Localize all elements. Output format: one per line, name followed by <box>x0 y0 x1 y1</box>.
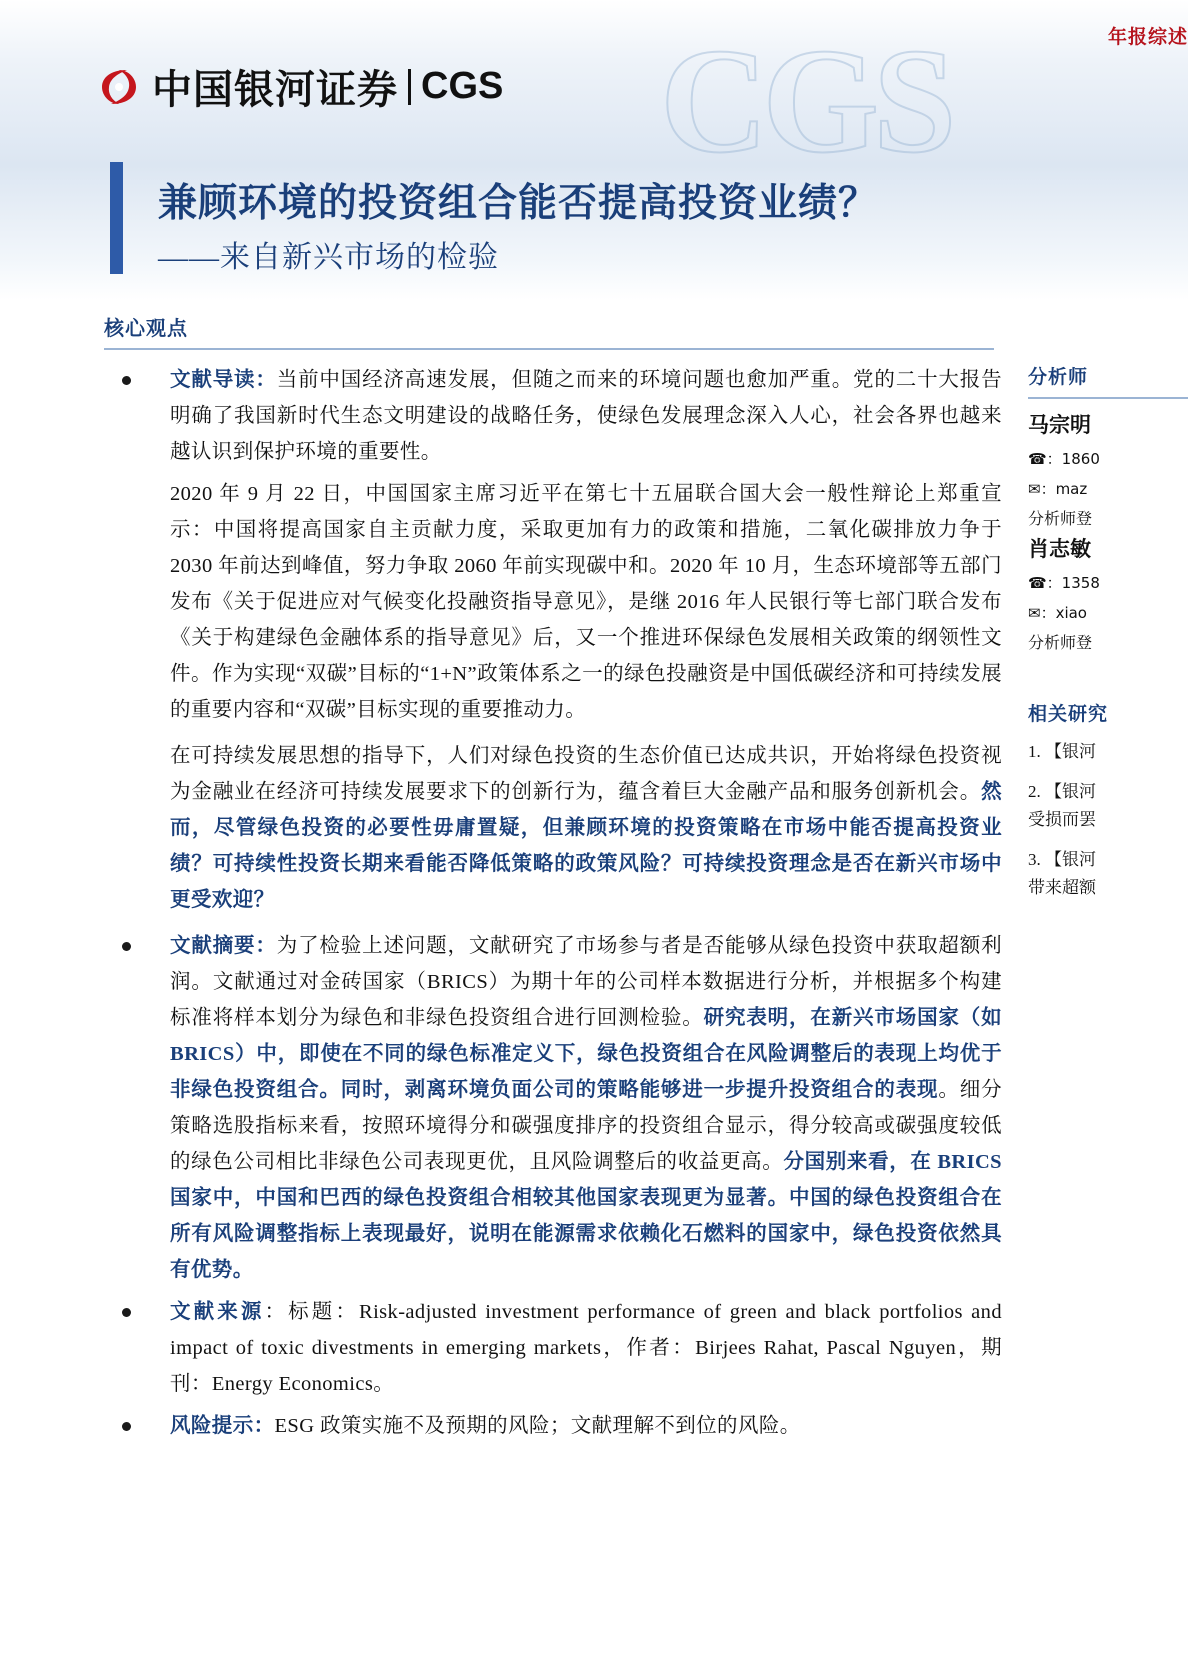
core-view-heading: 核心观点 <box>104 318 188 340</box>
core-view-divider <box>104 348 994 350</box>
sidebar-divider <box>1028 397 1188 399</box>
logo-text-english: CGS <box>421 65 504 107</box>
text-risk-warning: ESG 政策实施不及预期的风险；文献理解不到位的风险。 <box>274 1415 801 1437</box>
logo-text-chinese: 中国银河证券 <box>152 67 398 112</box>
text-source-authors: Birjees Rahat, Pascal Nguyen <box>695 1337 957 1359</box>
analyst-sidebar <box>1028 362 1188 902</box>
highlight-abstract-findings: 研究表明，在新兴市场国家（如 BRICS）中，即使在不同的绿色标准定义下，绿色投资组合在风险调整后的表现上均优于非绿色投资组合。同时，剥离环境负面公司的策略能够进一步提升投资组合的表现 <box>170 1007 1003 1101</box>
galaxy-swirl-logo-icon <box>96 64 142 110</box>
paragraph-literature-source <box>170 1294 1002 1402</box>
highlight-research-questions: 然而，尽管绿色投资的必要性毋庸置疑，但兼顾环境的投资策略在市场中能否提高投资业绩？可持续性投资长期来看能否降低策略的政策风险？可持续投资理念是否在新兴市场中更受欢迎？ <box>170 781 1002 911</box>
related-item-text: 【银河 <box>1045 782 1096 801</box>
text-source-prefix: ：标题： <box>264 1301 359 1323</box>
label-literature-abstract: 文献摘要： <box>170 935 277 957</box>
sidebar-analyst-heading: 分析师 <box>1028 367 1089 388</box>
text-abstract-intro: 为了检验上述问题，文献研究了市场参与者是否能够从绿色投资中获取超额利润。文献通过对金砖国家（BRICS）为期十年的公司样本数据进行分析，并根据多个构建标准将样本划分为绿色和非绿色投资组合进行回测检验。 <box>170 935 1003 1029</box>
analyst-certificate: 分析师登 <box>1028 511 1093 528</box>
bullet-icon <box>122 1422 131 1431</box>
paragraph-literature-intro <box>170 362 1002 470</box>
analyst-email[interactable]: ✉：maz <box>1028 480 1088 498</box>
logo-divider <box>408 69 411 105</box>
label-literature-source: 文献来源 <box>170 1301 265 1323</box>
page-title: 兼顾环境的投资组合能否提高投资业绩？ <box>158 182 879 225</box>
paragraph-policy-background: 2020 年 9 月 22 日，中国国家主席习近平在第七十五届联合国大会一般性辩论上郑重宣示：中国将提高国家自主贡献力度，采取更加有力的政策和措施，二氧化碳排放力争于 2030 年前达到峰值，努力争取 2060 年前实现碳中和。2020 年 10 月，生态环境部等五部门发布《关于促进应对气候变化投融资指导意见》，是继 2016 年人民银行等七部门联合发布《关于构建绿色金融体系的指导意见》后，又一个推进环保绿色发展相关政策的纲领性文件。作为实现“双碳”目标的“1+N”政策体系之一的绿色投融资是中国低碳经济和可持续发展的重要内容和“双碳”目标实现的重要推动力。 <box>170 483 1002 721</box>
analyst-certificate: 分析师登 <box>1028 635 1093 652</box>
report-category-label: 年报综述 <box>1107 27 1188 48</box>
text-abstract-detail: 。细分策略选股指标来看，按照环境得分和碳强度排序的投资组合显示，得分较高或碳强度较低的绿色公司相比非绿色公司表现更优，且风险调整后的收益更高。 <box>170 1079 1002 1173</box>
related-item-text: 【银河 <box>1045 850 1096 869</box>
text-literature-intro: 当前中国经济高速发展，但随之而来的环境问题也愈加严重。党的二十大报告明确了我国新时代生态文明建设的战略任务，使绿色发展理念深入人心，社会各界也越来越认识到保护环境的重要性。 <box>170 369 1003 463</box>
sidebar-related-heading: 相关研究 <box>1028 704 1109 725</box>
label-risk-warning: 风险提示： <box>170 1415 275 1437</box>
related-research-item[interactable] <box>1028 738 1188 766</box>
bullet-icon <box>122 376 131 385</box>
section-literature-abstract <box>104 928 1002 1288</box>
related-research-item[interactable] <box>1028 778 1188 834</box>
watermark-logo: CGS <box>660 18 951 184</box>
paragraph-green-investment-value <box>170 738 1002 918</box>
sidebar-spacer <box>1028 653 1188 699</box>
analyst-phone: ☎：1860 <box>1028 450 1100 468</box>
text-source-journal: Energy Economics。 <box>211 1373 395 1395</box>
bullet-icon <box>122 942 131 951</box>
highlight-abstract-country: 分国别来看，在 BRICS 国家中，中国和巴西的绿色投资组合相较其他国家表现更为显著。中国的绿色投资组合在所有风险调整指标上表现最好，说明在能源需求依赖化石燃料的国家中，绿色投资依然具有优势。 <box>170 1151 1002 1281</box>
related-item-text-cont: 带来超额 <box>1028 878 1096 897</box>
paragraph-risk-warning <box>170 1408 1002 1444</box>
section-risk-warning <box>104 1408 1002 1444</box>
company-logo <box>96 58 503 115</box>
section-literature-intro <box>104 362 1002 470</box>
document-body <box>104 362 1002 1450</box>
related-item-text: 【银河 <box>1045 742 1096 761</box>
text-authors-label: ，作者： <box>601 1337 696 1359</box>
related-research-item[interactable] <box>1028 846 1188 902</box>
label-literature-intro: 文献导读： <box>170 369 277 391</box>
related-item-number: 3. <box>1028 850 1041 869</box>
analyst-name: 肖志敏 <box>1028 537 1091 561</box>
title-accent-bar <box>110 162 123 274</box>
section-literature-source <box>104 1294 1002 1402</box>
analyst-entry-1 <box>1028 409 1188 529</box>
analyst-phone: ☎：1358 <box>1028 574 1100 592</box>
page-subtitle: ——来自新兴市场的检验 <box>158 241 499 274</box>
analyst-email[interactable]: ✉：xiao <box>1028 604 1087 622</box>
text-green-investment-value: 在可持续发展思想的指导下，人们对绿色投资的生态价值已达成共识，开始将绿色投资视为金融业在经济可持续发展要求下的创新行为，蕴含着巨大金融产品和服务创新机会。 <box>170 745 1002 803</box>
related-item-number: 1. <box>1028 742 1041 761</box>
related-item-text-cont: 受损而罢 <box>1028 810 1096 829</box>
text-journal-label: ，期刊： <box>170 1337 1002 1395</box>
paragraph-literature-abstract <box>170 928 1002 1288</box>
text-source-title: Risk-adjusted investment performance of green and black portfolios and impact of toxic divestments in emerging markets <box>170 1301 1002 1359</box>
bullet-icon <box>122 1308 131 1317</box>
related-item-number: 2. <box>1028 782 1041 801</box>
analyst-entry-2 <box>1028 533 1188 653</box>
analyst-name: 马宗明 <box>1028 413 1091 437</box>
